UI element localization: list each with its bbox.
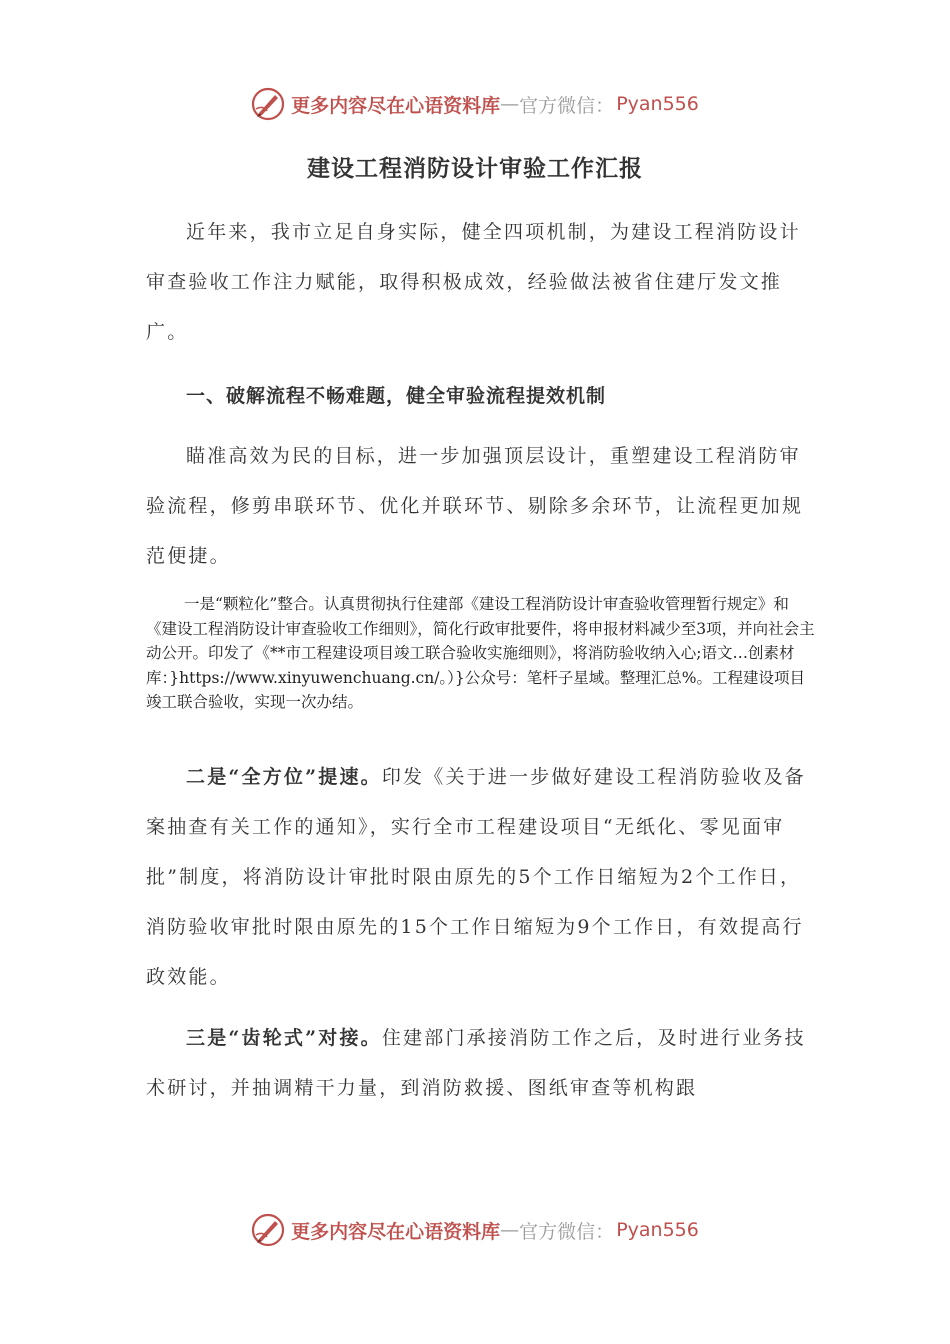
pen-logo-icon [251,1213,285,1247]
banner-wechat-label: 官方微信： [519,1220,615,1243]
document-title: 建设工程消防设计审验工作汇报 [307,155,643,182]
banner-account: Pyan556 [616,1219,699,1241]
pen-logo-icon [251,87,285,121]
item-2-text: 印发《关于进一步做好建设工程消防验收及备案抽查有关工作的通知》，实行全市工程建设项目“无纸化、零见面审批”制度，将消防设计审批时限由原先的5个工作日缩短为2个工作日，消防验收审批时限由原先的15个工作日缩短为9个工作日，有效提高行政效能。 [146,766,806,988]
banner-dash: — [500,1219,520,1241]
item-2-lead: 二是“全方位”提速。 [186,766,382,788]
item-2-paragraph [146,752,816,1002]
banner-site-name: 更多内容尽在心语资料库 [291,1220,501,1243]
item-1-paragraph: 一是“颗粒化”整合。认真贯彻执行住建部《建设工程消防设计审查验收管理暂行规定》和《建设工程消防设计审查验收工作细则》，简化行政审批要件，将申报材料减少至3项，并向社会主动公开。印发了《**市工程建设项目竣工联合验收实施细则》，将消防验收纳入心;语文…创素材库：}https://www.xinyuwenchuang.cn/。）}公众号：笔杆子星域。整理汇总%。工程建设项目竣工联合验收，实现一次办结。 [146,595,815,711]
banner-dash: — [500,93,520,115]
item-3-paragraph [146,1013,816,1113]
footer-banner [0,1210,950,1250]
item-3-lead: 三是“齿轮式”对接。 [186,1027,382,1049]
banner-site-name: 更多内容尽在心语资料库 [291,94,501,117]
banner-account: Pyan556 [616,93,699,115]
section-1-paragraph: 瞄准高效为民的目标，进一步加强顶层设计，重塑建设工程消防审验流程，修剪串联环节、优化并联环节、剔除多余环节，让流程更加规范便捷。 [146,445,804,567]
intro-paragraph: 近年来，我市立足自身实际，健全四项机制，为建设工程消防设计审查验收工作注力赋能，取得积极成效，经验做法被省住建厅发文推广。 [146,221,801,343]
header-banner [0,84,950,124]
section-1-heading: 一、破解流程不畅难题，健全审验流程提效机制 [186,385,607,407]
item-3-text: 住建部门承接消防工作之后，及时进行业务技术研讨，并抽调精干力量，到消防救援、图纸审查等机构跟 [146,1027,806,1099]
banner-wechat-label: 官方微信： [519,94,615,117]
